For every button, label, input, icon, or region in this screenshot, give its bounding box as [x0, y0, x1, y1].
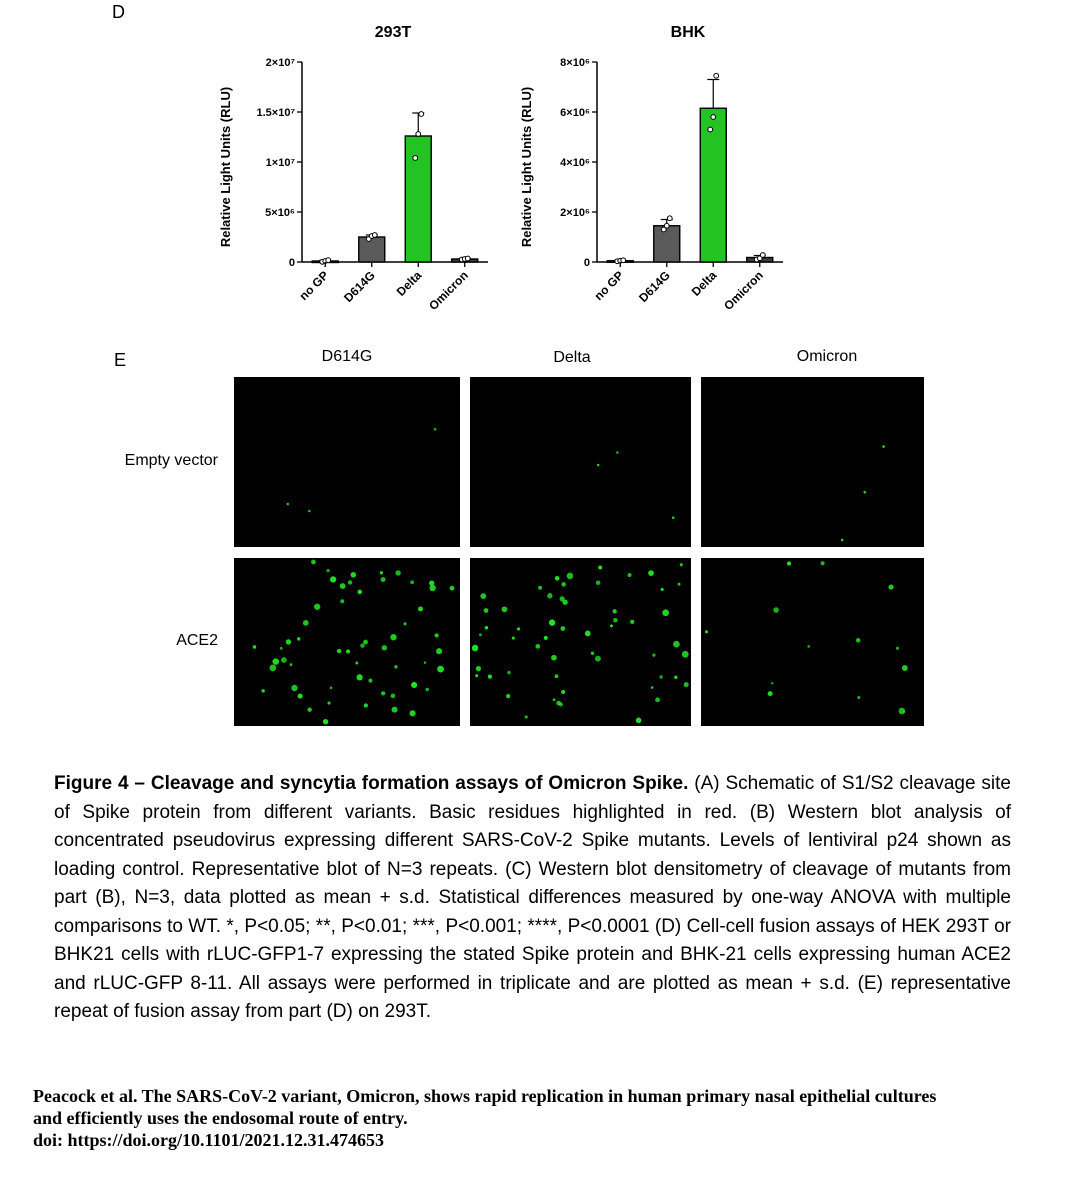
- chart-bhk: [515, 15, 815, 345]
- y-tick-label: 8×10⁶: [560, 57, 590, 69]
- gfp-cell: [856, 638, 861, 643]
- gfp-cell: [364, 703, 368, 707]
- gfp-cell: [426, 688, 429, 691]
- data-point: [667, 216, 672, 221]
- gfp-cell: [434, 428, 437, 431]
- caption-body: (A) Schematic of S1/S2 cleavage site of Spike protein from different variants. Basic residues highlighted in red. (B) Western blot analysis of concentrated pseudovirus expressing different SARS-CoV-2 Spike mutants. Levels of lentiviral p24 shown as loading control. Representative blot of N=3 repeats. (C) Western blot densitometry of cleavage of mutants from part (B), N=3, data plotted as mean + s.d. Statistical differences measured by one-way ANOVA with multiple comparisons to WT. *, P<0.05; **, P<0.01; ***, P<0.001; ****, P<0.0001 (D) Cell-cell fusion assays of HEK 293T or BHK21 cells with rLUC-GFP1-7 expressing the stated Spike protein and BHK-21 cells expressing human ACE2 and rLUC-GFP 8-11. All assays were performed in triplicate and are plotted as mean + s.d. (E) representative repeat of fusion assay from part (D) on 293T.: [54, 773, 1012, 1022]
- gfp-cell: [437, 666, 444, 673]
- gfp-cell: [436, 648, 442, 654]
- gfp-cell: [272, 658, 279, 665]
- gfp-cell: [595, 656, 601, 662]
- data-point: [416, 132, 421, 137]
- x-tick-label: Omicron: [426, 268, 471, 314]
- gfp-cell: [506, 694, 510, 698]
- gfp-cell: [882, 445, 885, 448]
- gfp-cell: [261, 689, 264, 692]
- micrograph-ace2-omicron: [701, 558, 924, 726]
- gfp-cell: [311, 560, 316, 565]
- y-tick-label: 0: [288, 257, 295, 269]
- gfp-cell: [674, 676, 677, 679]
- y-tick-label: 0: [583, 257, 590, 269]
- gfp-cell: [410, 580, 414, 584]
- gfp-cell: [841, 539, 844, 542]
- gfp-cell: [549, 619, 555, 625]
- gfp-cell: [291, 685, 297, 691]
- gfp-cell: [535, 644, 540, 649]
- gfp-cell: [787, 561, 791, 565]
- gfp-cell: [585, 630, 591, 636]
- gfp-cell: [307, 707, 311, 711]
- gfp-cell: [346, 649, 350, 653]
- gfp-cell: [662, 609, 669, 616]
- gfp-cell: [450, 586, 455, 591]
- chart-title: BHK: [670, 24, 706, 41]
- data-point: [664, 223, 669, 228]
- gfp-cell: [485, 626, 488, 629]
- gfp-cell: [308, 510, 311, 513]
- gfp-cell: [363, 640, 368, 645]
- gfp-cell: [286, 503, 289, 506]
- gfp-cell: [661, 588, 664, 591]
- gfp-cell: [628, 573, 632, 577]
- gfp-cell: [355, 662, 358, 665]
- gfp-cell: [544, 636, 548, 640]
- gfp-cell: [610, 624, 613, 627]
- gfp-cell: [429, 580, 434, 585]
- micrograph-empty-omicron: [701, 377, 924, 547]
- micrograph-empty-delta: [470, 377, 691, 547]
- gfp-cell: [348, 580, 352, 584]
- figure-caption: [54, 770, 1011, 1027]
- gfp-cell: [410, 710, 416, 716]
- gfp-cell: [484, 608, 489, 613]
- gfp-cell: [476, 666, 481, 671]
- gfp-cell: [298, 694, 303, 699]
- gfp-cell: [340, 599, 344, 603]
- gfp-cell: [290, 663, 293, 666]
- gfp-cell: [705, 630, 708, 633]
- row-label-empty-vector: Empty vector: [124, 452, 218, 469]
- micrograph-ace2-delta: [470, 558, 691, 726]
- gfp-cell: [863, 491, 866, 494]
- gfp-cell: [560, 596, 565, 601]
- gfp-cell: [330, 686, 333, 689]
- gfp-cell: [538, 586, 542, 590]
- bar-d614g: [654, 226, 680, 262]
- gfp-cell: [598, 566, 602, 570]
- gfp-cell: [655, 697, 660, 702]
- gfp-cell: [561, 690, 565, 694]
- gfp-cell: [351, 572, 357, 578]
- gfp-cell: [857, 696, 860, 699]
- gfp-cell: [684, 682, 689, 687]
- gfp-cell: [682, 651, 689, 658]
- y-tick-label: 2×10⁷: [265, 57, 295, 69]
- gfp-cell: [551, 655, 557, 661]
- gfp-cell: [652, 653, 655, 656]
- gfp-cell: [768, 691, 773, 696]
- data-point: [714, 73, 719, 78]
- gfp-cell: [424, 661, 426, 663]
- data-point: [760, 253, 765, 258]
- gfp-cell: [613, 609, 617, 613]
- gfp-cell: [902, 665, 908, 671]
- gfp-cell: [380, 571, 383, 574]
- caption-title: Figure 4 – Cleavage and syncytia formation assays of Omicron Spike.: [54, 773, 689, 794]
- gfp-cell: [253, 645, 257, 649]
- gfp-cell: [616, 451, 619, 454]
- gfp-cell: [672, 516, 675, 519]
- gfp-cell: [888, 584, 893, 589]
- x-tick-label: no GP: [591, 268, 627, 304]
- gfp-cell: [360, 643, 364, 647]
- gfp-cell: [771, 682, 773, 684]
- data-point: [465, 256, 470, 261]
- gfp-cell: [411, 682, 417, 688]
- gfp-cell: [286, 639, 291, 644]
- gfp-cell: [303, 620, 309, 626]
- gfp-cell: [280, 647, 283, 650]
- gfp-cell: [323, 719, 328, 724]
- gfp-cell: [418, 606, 423, 611]
- gfp-cell: [512, 636, 515, 639]
- gfp-cell: [395, 570, 400, 575]
- gfp-cell: [547, 593, 552, 598]
- gfp-cell: [381, 577, 386, 582]
- x-tick-label: Delta: [688, 268, 720, 299]
- gfp-cell: [896, 647, 899, 650]
- gfp-cell: [899, 708, 906, 715]
- gfp-cell: [404, 622, 407, 625]
- gfp-cell: [591, 652, 594, 655]
- gfp-cell: [357, 590, 362, 595]
- y-tick-label: 2×10⁶: [560, 207, 590, 219]
- gfp-cell: [517, 627, 520, 630]
- gfp-cell: [561, 582, 566, 587]
- gfp-cell: [807, 645, 810, 648]
- gfp-cell: [435, 633, 439, 637]
- y-axis-label: Relative Light Units (RLU): [519, 86, 534, 248]
- gfp-cell: [488, 674, 492, 678]
- gfp-cell: [269, 664, 276, 671]
- gfp-cell: [392, 707, 398, 713]
- gfp-cell: [502, 606, 508, 612]
- gfp-cell: [326, 569, 329, 572]
- gfp-cell: [381, 691, 385, 695]
- gfp-cell: [507, 671, 510, 674]
- gfp-cell: [357, 674, 363, 680]
- gfp-cell: [680, 563, 683, 566]
- data-point: [708, 127, 713, 132]
- x-tick-label: D614G: [636, 268, 673, 306]
- gfp-cell: [567, 573, 574, 580]
- gfp-cell: [314, 604, 320, 610]
- gfp-cell: [821, 561, 825, 565]
- gfp-cell: [525, 715, 528, 718]
- gfp-cell: [479, 633, 482, 636]
- citation-line-1: Peacock et al. The SARS-CoV-2 variant, Omicron, shows rapid replication in human primary nasal epithelial cultures: [33, 1086, 937, 1106]
- data-point: [326, 258, 331, 263]
- data-point: [711, 115, 716, 120]
- gfp-cell: [556, 701, 561, 706]
- gfp-cell: [390, 634, 396, 640]
- micrograph-empty-d614g: [234, 377, 460, 547]
- row-label-ace2: ACE2: [176, 632, 218, 649]
- data-point: [413, 156, 418, 161]
- gfp-cell: [555, 674, 559, 678]
- panel-d-label: D: [112, 2, 125, 22]
- citation-line-2: and efficiently uses the endosomal route of entry.: [33, 1108, 408, 1128]
- citation-footer: [33, 1085, 1089, 1151]
- gfp-cell: [555, 576, 560, 581]
- gfp-cell: [297, 637, 301, 641]
- gfp-cell: [613, 618, 618, 623]
- x-tick-label: Omicron: [721, 268, 766, 314]
- bar-delta: [405, 136, 431, 262]
- y-tick-label: 5×10⁶: [265, 207, 295, 219]
- gfp-cell: [596, 580, 601, 585]
- y-tick-label: 4×10⁶: [560, 157, 590, 169]
- chart-title: 293T: [374, 24, 412, 41]
- gfp-cell: [597, 464, 600, 467]
- y-tick-label: 6×10⁶: [560, 107, 590, 119]
- gfp-cell: [382, 645, 387, 650]
- column-label-d614g: D614G: [321, 348, 373, 365]
- micrograph-ace2-d614g: [234, 558, 460, 726]
- y-tick-label: 1.5×10⁷: [256, 107, 295, 119]
- bar-delta: [700, 108, 726, 262]
- panel-e-label: E: [114, 350, 127, 370]
- gfp-cell: [337, 649, 341, 653]
- gfp-cell: [475, 674, 478, 677]
- gfp-cell: [340, 583, 346, 589]
- y-axis-label: Relative Light Units (RLU): [218, 86, 233, 248]
- citation-doi: doi: https://doi.org/10.1101/2021.12.31.474653: [33, 1130, 385, 1150]
- gfp-cell: [330, 576, 336, 582]
- gfp-cell: [429, 585, 435, 591]
- gfp-cell: [560, 626, 565, 631]
- gfp-cell: [480, 593, 486, 599]
- gfp-cell: [630, 620, 634, 624]
- data-point: [621, 258, 626, 263]
- column-label-delta: Delta: [553, 349, 591, 366]
- gfp-cell: [648, 570, 654, 576]
- data-point: [372, 233, 377, 238]
- column-label-omicron: Omicron: [796, 348, 858, 365]
- gfp-cell: [678, 583, 681, 586]
- gfp-cell: [651, 686, 654, 689]
- gfp-cell: [368, 678, 372, 682]
- gfp-cell: [281, 657, 287, 663]
- bar-d614g: [359, 237, 385, 262]
- x-tick-label: no GP: [296, 268, 332, 304]
- gfp-cell: [773, 607, 779, 613]
- x-tick-label: D614G: [341, 268, 378, 306]
- gfp-cell: [327, 701, 330, 704]
- gfp-cell: [394, 665, 397, 668]
- gfp-cell: [391, 694, 396, 699]
- chart-293t: [210, 15, 510, 345]
- y-tick-label: 1×10⁷: [265, 157, 295, 169]
- gfp-cell: [659, 675, 662, 678]
- gfp-cell: [472, 645, 479, 652]
- gfp-cell: [553, 698, 556, 701]
- data-point: [419, 112, 424, 117]
- x-tick-label: Delta: [393, 268, 425, 299]
- gfp-cell: [673, 641, 680, 648]
- gfp-cell: [636, 718, 642, 724]
